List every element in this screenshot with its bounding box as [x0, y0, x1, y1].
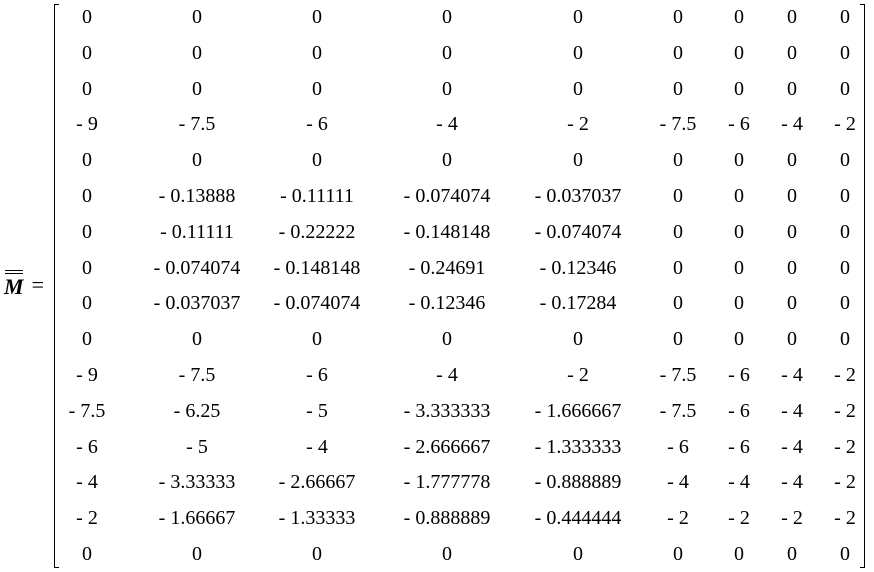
matrix-cell: - 3.333333: [403, 399, 491, 422]
matrix-cell: 0: [82, 149, 92, 172]
matrix-cell: - 3.33333: [158, 471, 236, 494]
matrix-cell: 0: [573, 6, 583, 28]
matrix-cell: - 2: [834, 507, 856, 530]
matrix-cell: 0: [840, 292, 850, 315]
matrix-cell: 0: [673, 6, 683, 28]
matrix-cell: - 1.666667: [534, 399, 622, 422]
matrix-cell: 0: [442, 149, 452, 172]
matrix-cell: - 4: [667, 471, 689, 494]
matrix-cell: 0: [840, 185, 850, 207]
equals-sign: =: [31, 272, 44, 297]
matrix-cell: - 2: [567, 364, 589, 386]
matrix-cell: 0: [442, 77, 452, 100]
matrix-cell: - 6: [667, 435, 689, 458]
matrix-cell: - 0.11111: [160, 220, 234, 243]
matrix-cell: - 6: [76, 435, 98, 458]
matrix-cell: - 6.25: [173, 399, 221, 422]
matrix-cell: - 6: [306, 364, 328, 386]
matrix-cell: 0: [673, 292, 683, 315]
matrix-cell: 0: [734, 220, 744, 243]
matrix-cell: 0: [573, 149, 583, 172]
matrix-cell: 0: [787, 185, 797, 207]
matrix-row: [60, 38, 860, 68]
matrix-cell: - 0.24691: [408, 256, 486, 279]
matrix-cell: - 4: [728, 471, 750, 494]
matrix-cell: - 0.148148: [273, 256, 361, 279]
matrix-cell: - 0.888889: [534, 471, 622, 494]
matrix-cell: - 2: [834, 364, 856, 386]
matrix-cell: - 7.5: [659, 113, 697, 136]
matrix-cell: - 0.037037: [534, 185, 622, 207]
matrix-cell: - 2: [76, 507, 98, 530]
matrix-cell: - 0.12346: [539, 256, 617, 279]
matrix-cell: 0: [673, 185, 683, 207]
matrix-cell: 0: [840, 220, 850, 243]
matrix-cell: - 4: [436, 113, 458, 136]
matrix-cell: 0: [192, 77, 202, 100]
matrix-cell: 0: [673, 77, 683, 100]
matrix-cell: 0: [673, 328, 683, 351]
matrix-cell: 0: [82, 256, 92, 279]
matrix-cell: 0: [840, 256, 850, 279]
matrix-cell: 0: [840, 149, 850, 172]
matrix-cell: 0: [673, 41, 683, 64]
matrix-cell: - 2: [667, 507, 689, 530]
matrix-cell: 0: [787, 220, 797, 243]
matrix-cell: 0: [840, 543, 850, 565]
matrix-cell: - 0.13888: [158, 185, 236, 207]
matrix-cell: 0: [840, 77, 850, 100]
matrix-cell: 0: [787, 6, 797, 28]
matrix-cell: 0: [312, 149, 322, 172]
matrix-cell: - 0.074074: [153, 256, 241, 279]
matrix-row: [60, 432, 860, 462]
matrix-cell: - 2: [834, 399, 856, 422]
matrix-cell: - 1.33333: [278, 507, 356, 530]
matrix-cell: 0: [82, 41, 92, 64]
matrix-cell: 0: [312, 328, 322, 351]
matrix-cell: - 7.5: [659, 364, 697, 386]
matrix-cell: 0: [192, 6, 202, 28]
matrix-cell: - 0.11111: [280, 185, 354, 207]
matrix-cell: - 4: [781, 471, 803, 494]
matrix-cell: 0: [673, 220, 683, 243]
matrix-cell: - 6: [306, 113, 328, 136]
matrix-cell: 0: [734, 328, 744, 351]
matrix-row: [60, 396, 860, 426]
matrix-row: [60, 2, 860, 32]
matrix-row: [60, 74, 860, 104]
matrix-cell: 0: [734, 6, 744, 28]
matrix-cell: 0: [787, 41, 797, 64]
matrix-cell: 0: [573, 543, 583, 565]
matrix-cell: 0: [442, 328, 452, 351]
matrix-cell: 0: [840, 6, 850, 28]
matrix-cell: 0: [192, 543, 202, 565]
matrix-cell: - 2: [781, 507, 803, 530]
matrix-cell: 0: [82, 185, 92, 207]
matrix-row: [60, 288, 860, 318]
matrix-cell: 0: [787, 256, 797, 279]
matrix-symbol: M: [4, 270, 24, 300]
matrix-cell: 0: [734, 292, 744, 315]
matrix-row: [60, 217, 860, 247]
matrix-cell: 0: [82, 77, 92, 100]
matrix-cell: - 2.66667: [278, 471, 356, 494]
matrix-cell: - 4: [436, 364, 458, 386]
matrix-cell: 0: [734, 256, 744, 279]
matrix-cell: - 9: [76, 364, 98, 386]
matrix-cell: - 7.5: [178, 364, 216, 386]
matrix-cell: - 0.12346: [408, 292, 486, 315]
matrix-cell: - 2: [567, 113, 589, 136]
matrix-cell: - 2.666667: [403, 435, 491, 458]
matrix-cell: - 4: [781, 435, 803, 458]
matrix-cell: - 0.22222: [278, 220, 356, 243]
matrix-cell: 0: [734, 185, 744, 207]
matrix-cell: - 6: [728, 113, 750, 136]
matrix-cell: - 0.074074: [403, 185, 491, 207]
matrix-cell: - 4: [306, 435, 328, 458]
matrix-cell: 0: [192, 149, 202, 172]
matrix-cell: 0: [442, 543, 452, 565]
matrix-row: [60, 324, 860, 354]
matrix-cell: - 0.148148: [403, 220, 491, 243]
matrix-row: [60, 145, 860, 175]
matrix-cell: 0: [573, 77, 583, 100]
matrix-cell: 0: [82, 328, 92, 351]
matrix-cell: - 0.074074: [273, 292, 361, 315]
matrix-cell: - 2: [728, 507, 750, 530]
matrix-cell: 0: [192, 328, 202, 351]
matrix-cell: - 6: [728, 435, 750, 458]
matrix-cell: 0: [312, 543, 322, 565]
matrix-cell: 0: [312, 41, 322, 64]
matrix-cell: - 1.777778: [403, 471, 491, 494]
matrix-cell: 0: [82, 6, 92, 28]
matrix-cell: 0: [673, 543, 683, 565]
matrix-cell: - 1.66667: [158, 507, 236, 530]
matrix-cell: 0: [787, 328, 797, 351]
matrix-cell: 0: [312, 77, 322, 100]
matrix-cell: 0: [82, 220, 92, 243]
matrix-cell: - 7.5: [659, 399, 697, 422]
matrix-cell: 0: [673, 256, 683, 279]
matrix-cell: - 4: [781, 364, 803, 386]
matrix-row: [60, 360, 860, 390]
matrix-cell: 0: [787, 292, 797, 315]
matrix-cell: 0: [734, 543, 744, 565]
matrix-cell: 0: [442, 41, 452, 64]
matrix-cell: - 0.074074: [534, 220, 622, 243]
matrix-cell: 0: [787, 149, 797, 172]
matrix-cell: - 0.037037: [153, 292, 241, 315]
matrix-row: [60, 503, 860, 533]
matrix-cell: - 7.5: [68, 399, 106, 422]
matrix-row: [60, 109, 860, 139]
matrix-label: [4, 270, 44, 300]
matrix-cell: - 4: [781, 399, 803, 422]
matrix-cell: 0: [82, 543, 92, 565]
matrix-cell: - 1.333333: [534, 435, 622, 458]
matrix-cell: 0: [734, 77, 744, 100]
matrix-cell: 0: [734, 41, 744, 64]
matrix-cell: 0: [573, 41, 583, 64]
matrix-cell: - 9: [76, 113, 98, 136]
matrix-cell: 0: [82, 292, 92, 315]
matrix-cell: - 0.888889: [403, 507, 491, 530]
matrix-cell: 0: [673, 149, 683, 172]
matrix-cell: - 4: [781, 113, 803, 136]
matrix-cell: - 6: [728, 399, 750, 422]
matrix-cell: - 5: [306, 399, 328, 422]
matrix-row: [60, 539, 860, 569]
matrix-cell: - 2: [834, 113, 856, 136]
matrix-cell: 0: [840, 41, 850, 64]
matrix-cell: - 0.17284: [539, 292, 617, 315]
matrix-cell: 0: [787, 543, 797, 565]
matrix-row: [60, 181, 860, 211]
matrix-cell: - 2: [834, 471, 856, 494]
matrix-cell: - 2: [834, 435, 856, 458]
matrix-cell: - 6: [728, 364, 750, 386]
matrix-cell: - 4: [76, 471, 98, 494]
matrix-cell: - 7.5: [178, 113, 216, 136]
matrix-row: [60, 467, 860, 497]
matrix-cell: - 5: [186, 435, 208, 458]
matrix-row: [60, 253, 860, 283]
matrix-cell: - 0.444444: [534, 507, 622, 530]
matrix-cell: 0: [192, 41, 202, 64]
matrix-cell: 0: [442, 6, 452, 28]
matrix-cell: 0: [312, 6, 322, 28]
matrix-cell: 0: [734, 149, 744, 172]
matrix-cell: 0: [573, 328, 583, 351]
matrix-cell: 0: [840, 328, 850, 351]
matrix-cell: 0: [787, 77, 797, 100]
